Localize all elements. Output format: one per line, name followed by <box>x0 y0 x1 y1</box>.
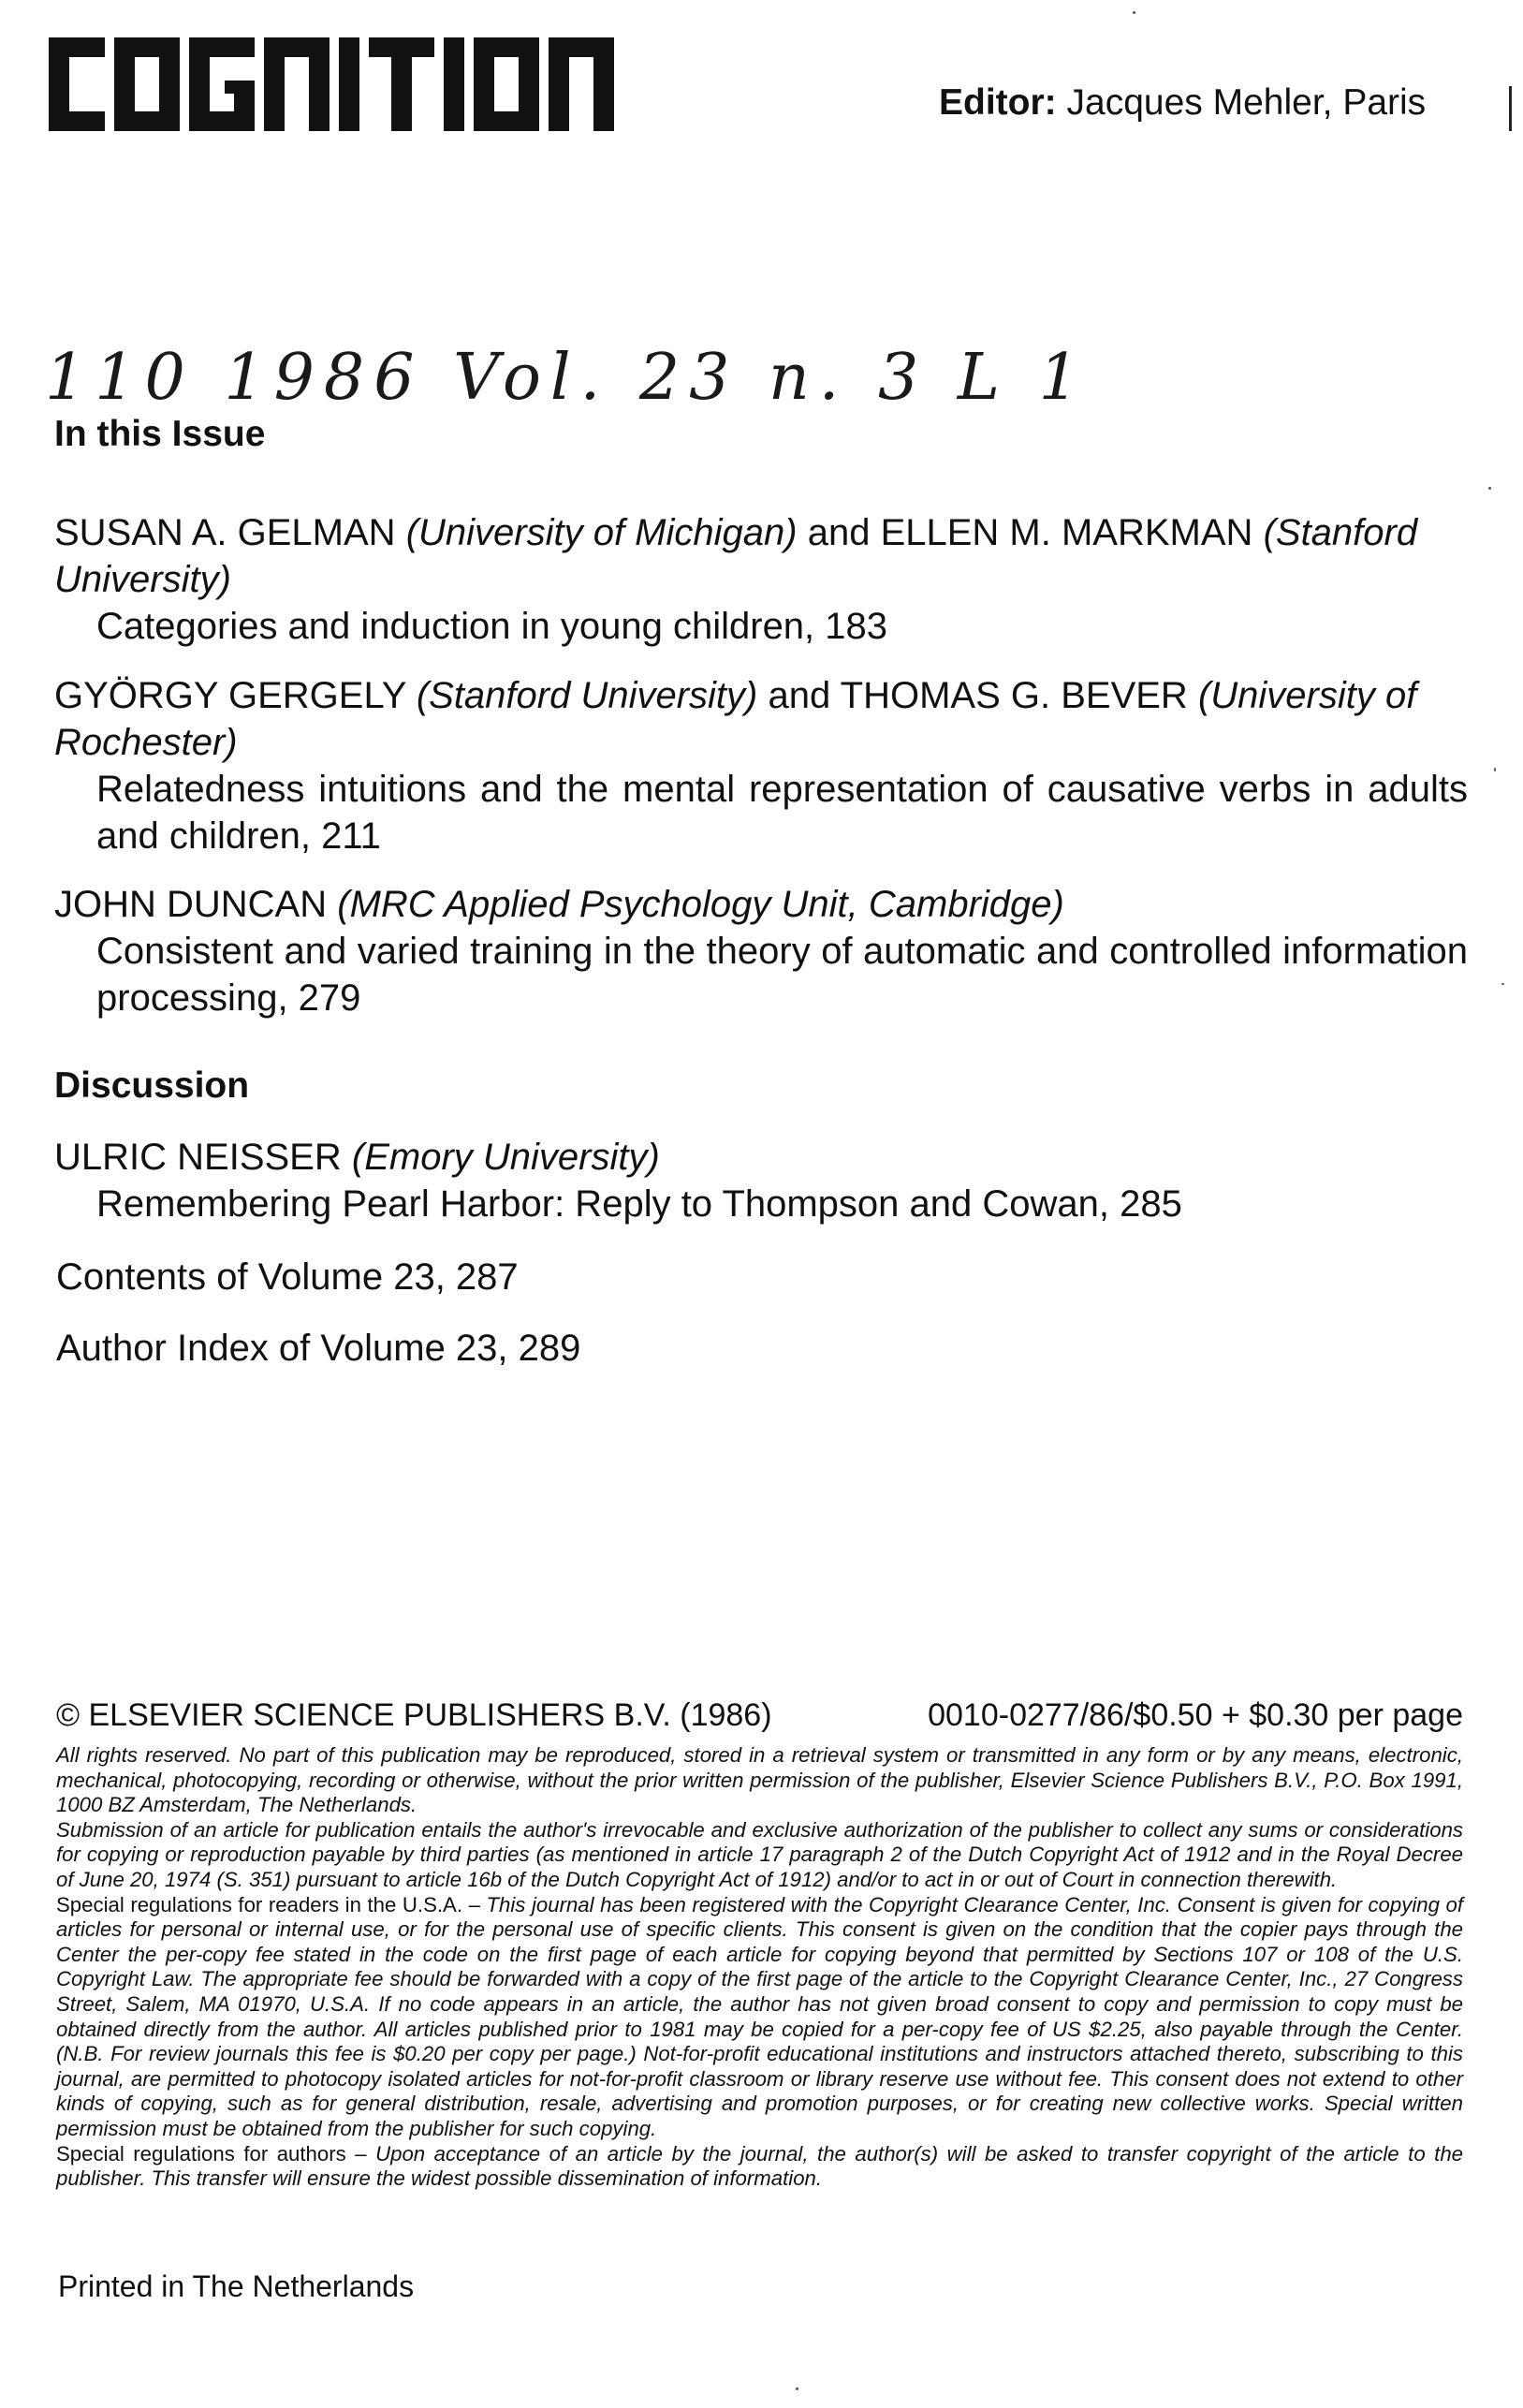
discussion-title: Remembering Pearl Harbor: Reply to Thompson and Cowan, 285 <box>96 1183 1182 1225</box>
scan-edge-mark <box>1509 86 1512 131</box>
article-title: Relatedness intuitions and the mental representation of causative verbs in adults and children, 211 <box>96 769 1468 857</box>
article-title: Consistent and varied training in the theory of automatic and controlled information processing, 279 <box>96 931 1468 1019</box>
article-authors: GYÖRGY GERGELY (Stanford University) and THOMAS G. BEVER (University of Rochester) <box>54 675 1417 763</box>
discussion-heading: Discussion <box>54 1065 250 1106</box>
article-entry <box>54 509 1468 650</box>
author-index-entry: Author Index of Volume 23, 289 <box>56 1328 581 1369</box>
editor-credit <box>939 82 1426 124</box>
article-authors: SUSAN A. GELMAN (University of Michigan) and ELLEN M. MARKMAN (Stanford University) <box>54 512 1418 600</box>
in-this-issue-heading: In this Issue <box>54 414 266 454</box>
scan-speck <box>1488 487 1491 490</box>
article-authors: JOHN DUNCAN (MRC Applied Psychology Unit, Cambridge) <box>54 884 1064 925</box>
copyright-line <box>56 1697 1463 1734</box>
legal-notice <box>56 1743 1463 2192</box>
submission-text: Submission of an article for publication entails the author's irrevocable and exclusive authorization of the publisher to collect any sums or considerations for copying or reproduction payable by third parties (as mentioned in article 17 paragraph 2 of the Dutch Copyright Act of 1912 and in the Royal Decree of June 20, 1974 (S. 351) pursuant to article 16b of the Dutch Copyright Act of 1912) and/or to act in or out of Court in connection therewith. <box>56 1817 1463 1891</box>
article-title: Categories and induction in young children, 183 <box>96 606 888 647</box>
copyright-notice: © ELSEVIER SCIENCE PUBLISHERS B.V. (1986) <box>56 1697 772 1733</box>
handwritten-note-text: 110 1986 Vol. 23 n. 3 L 1 <box>45 341 1089 415</box>
rights-text: All rights reserved. No part of this publication may be reproduced, stored in a retrieval system or transmitted in any form or by any means, electronic, mechanical, photocopying, recording or otherwise, without the prior written permission of the publisher, Elsevier Science Publishers B.V., P.O. Box 1991, 1000 BZ Amsterdam, The Netherlands. <box>56 1743 1463 1817</box>
scan-speck <box>796 2387 798 2390</box>
authors-regulations-label: Special regulations for authors – <box>56 2141 367 2166</box>
discussion-entry <box>54 1134 1468 1227</box>
copyright-code: 0010-0277/86/$0.50 + $0.30 per page <box>928 1697 1463 1733</box>
scan-speck <box>1494 768 1496 771</box>
authors-regulations-text: Upon acceptance of an article by the journal, the author(s) will be asked to transfer copyright of the article to the publisher. This transfer will ensure the widest possible dissemination of information. <box>56 2141 1463 2191</box>
printed-in: Printed in The Netherlands <box>58 2269 415 2303</box>
contents-entry: Contents of Volume 23, 287 <box>56 1256 519 1298</box>
usa-regulations-label: Special regulations for readers in the U.S.A. – <box>56 1892 480 1916</box>
editor-label: Editor: <box>939 82 1057 123</box>
editor-name: Jacques Mehler, Paris <box>1066 82 1427 123</box>
article-entry <box>54 672 1468 859</box>
scan-speck <box>1501 983 1504 985</box>
usa-regulations-text: This journal has been registered with the Copyright Clearance Center, Inc. Consent is given for copying of articles for personal or internal use, or for the personal use of specific clients. This consent is given on the condition that the copier pays through the Center the per-copy fee stated in the code on the first page of each article for copying beyond that permitted by Sections 107 or 108 of the U.S. Copyright Law. The appropriate fee should be forwarded with a copy of the first page of the article to the Copyright Clearance Center, Inc., 27 Congress Street, Salem, MA 01970, U.S.A. If no code appears in an article, the author has not given broad consent to copy and permission to copy must be obtained directly from the author. All articles published prior to 1981 may be copied for a per-copy fee of US $2.25, also payable through the Center. (N.B. For review journals this fee is $0.20 per copy per page.) Not-for-profit educational institutions and instructors attached thereto, subscribing to this journal, are permitted to photocopy isolated articles for not-for-profit classroom or library reserve use without fee. This consent does not extend to other kinds of copying, such as for general distribution, resale, advertising and promotion purposes, or for creating new collective works. Special written permission must be obtained from the publisher for such copying. <box>56 1892 1463 2140</box>
journal-logo <box>49 37 650 131</box>
handwritten-note <box>45 326 1224 419</box>
discussion-author: ULRIC NEISSER (Emory University) <box>54 1137 660 1178</box>
scan-speck <box>1133 11 1135 14</box>
article-entry <box>54 881 1468 1021</box>
